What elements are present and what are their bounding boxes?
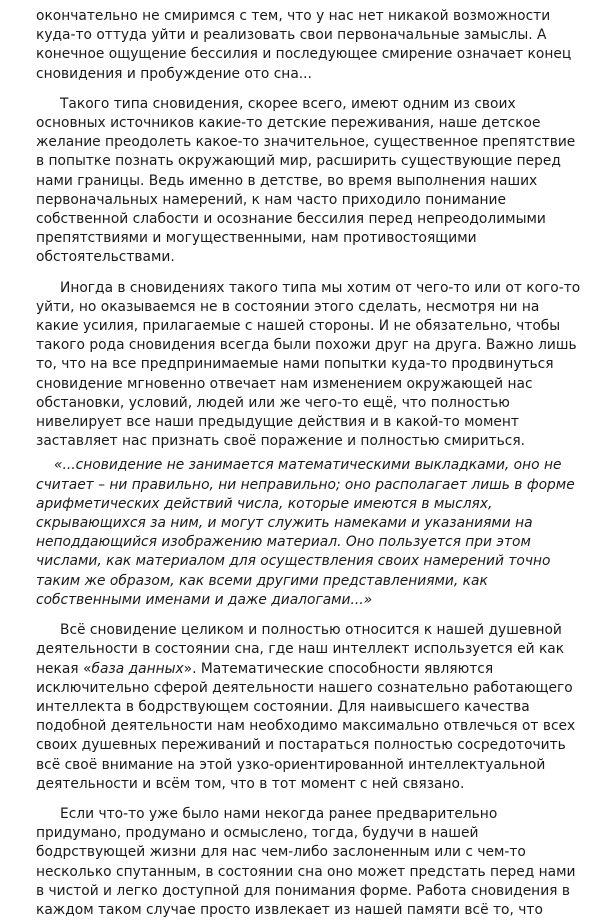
quote-line: таким же образом, как всеми другими представлениями, как — [36, 572, 488, 589]
quote-line: неподдающийся изображению материал. Оно пользуется при этом — [36, 534, 531, 551]
text-line: интеллекта в бодрствующем состоянии. Для наивысшего качества — [36, 698, 530, 715]
text-line: уйти, но оказываемся не в состоянии этого сделать, несмотря ни на — [36, 298, 540, 315]
text-line: сновидения и пробуждение ото сна... — [36, 65, 312, 82]
text-line: то, что на все предпринимаемые нами попытки куда-то продвинуться — [36, 356, 554, 373]
text-line: сновидение мгновенно отвечает нам изменением окружающей нас — [36, 375, 533, 392]
text-line: подобной деятельности нам необходимо максимально отвлечься от всех — [36, 718, 576, 735]
text-line: исключительно сферой деятельности нашего сознательно работающего — [36, 679, 573, 696]
text-line: своих душевных переживаний и постараться полностью сосредоточить — [36, 737, 566, 754]
text-line: обстановки, условий, людей или же чего-то ещё, что полностью — [36, 394, 510, 411]
text-line: нами границы. Ведь именно в детстве, во время выполнения наших — [36, 172, 538, 189]
text-line: основных источников какие-то детские переживания, наше детское — [36, 115, 541, 132]
text-line: Если что-то уже было нами некогда ранее предварительно — [60, 805, 498, 822]
text-line: окончательно не смиримся с тем, что у нас нет никакой возможности — [36, 8, 551, 24]
text-line: деятельности и всём том, что в тот момент с ней связано. — [36, 775, 465, 792]
text-line: конечное ощущение бессилия и последующее смирение означает конец — [36, 46, 572, 63]
text-line: в чистой и легко доступной для понимания форме. Работа сновидения в — [36, 882, 570, 899]
emphasis-term: база данных — [91, 660, 184, 677]
quote-line: собственными именами и даже диалогами...» — [36, 591, 373, 608]
text-segment: ». Математические способности являются — [183, 660, 494, 677]
paragraph — [36, 621, 582, 794]
text-line: заставляет нас признать своё поражение и полностью смириться. — [36, 433, 526, 450]
text-line: первоначальных намерений, к нам часто приходило понимание — [36, 191, 507, 208]
text-segment: некая « — [36, 660, 92, 677]
text-line: в попытке познать окружающий мир, расширить существующие перед — [36, 153, 561, 170]
text-line: Всё сновидение целиком и полностью относится к нашей душевной — [60, 622, 562, 639]
paragraph — [36, 7, 582, 84]
text-line: нивелирует все наши предыдущие действия и в какой-то момент — [36, 414, 519, 431]
text-line: желание преодолеть какое-то значительное, существенное препятствие — [36, 134, 576, 151]
text-line: несколько спутанным, в состоянии сна оно может предстать перед нами — [36, 863, 576, 880]
text-line: Иногда в сновидениях такого типа мы хотим от чего-то или от кого-то — [60, 279, 581, 296]
quote-paragraph — [36, 456, 582, 610]
paragraph — [36, 805, 582, 920]
text-line: обстоятельствами. — [36, 249, 175, 266]
quote-line: арифметических действий числа, которые имеются в мыслях, — [36, 495, 493, 512]
text-line: деятельности в состоянии сна, где наш интеллект используется ей как — [36, 641, 565, 658]
text-line: каждом таком случае просто извлекает из нашей памяти всё то, что — [36, 901, 543, 918]
quote-line: «...сновидение не занимается математическими выкладками, оно не — [54, 457, 562, 474]
quote-line: числами, как материалом для осуществления своих намерений точно — [36, 553, 551, 570]
text-line: Такого типа сновидения, скорее всего, имеют одним из своих — [60, 95, 516, 112]
paragraph — [36, 95, 582, 268]
text-line — [36, 660, 582, 679]
text-line: какие усилия, прилагаемые с нашей стороны. И не обязательно, чтобы — [36, 318, 561, 335]
paragraph — [36, 279, 582, 452]
text-line: куда-то оттуда уйти и реализовать свои первоначальные замыслы. А — [36, 27, 547, 44]
text-line: такого рода сновидения всегда были похожи друг на друга. Важно лишь — [36, 337, 577, 354]
text-line: собственной слабости и осознание бессилия перед непреодолимыми — [36, 211, 546, 228]
quote-line: считает – ни правильно, ни неправильно; оно располагает лишь в форме — [36, 476, 575, 493]
text-line: препятствиями и могущественными, нам противостоящими — [36, 230, 477, 247]
quote-line: скрывающихся за ним, и могут служить намеками и указаниями на — [36, 515, 533, 532]
text-line: бодрствующей жизни для нас чем-либо заслоненным или с чем-то — [36, 844, 526, 861]
text-line: придумано, продумано и осмыслено, тогда, будучи в нашей — [36, 825, 479, 842]
text-line: всё своё внимание на этой узко-ориентированной интеллектуальной — [36, 756, 546, 773]
